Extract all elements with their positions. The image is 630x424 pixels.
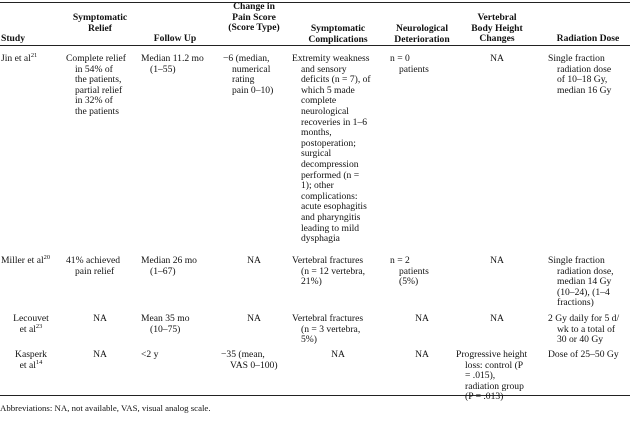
cell-dose: 2 Gy daily for 5 d/ wk to a total of 30 or 40 Gy [548, 313, 620, 346]
cell-follow-up: Median 11.2 mo (1–55) [141, 53, 204, 75]
table-top-rule [0, 2, 630, 3]
cell-pain-score: NA [247, 255, 261, 266]
cell-complications: Vertebral fractures (n = 3 vertebra, 5%) [292, 313, 364, 346]
header-pain-score: Change in Pain Score (Score Type) [228, 1, 280, 34]
header-study: Study [1, 33, 25, 44]
cell-study: Lecouvet et $al^{23}$ [13, 313, 49, 335]
cell-dose: Single fraction radiation dose of 10–18 Gy, median 16 Gy [548, 53, 612, 96]
header-follow-up: Follow Up [153, 33, 197, 44]
header-symptomatic-complications: Symptomatic Complications [308, 23, 368, 45]
cell-study: Miller et $al^{20}$ [1, 254, 51, 266]
cell-relief: NA [93, 313, 107, 324]
header-vertebral-body-height: Vertebral Body Height Changes [471, 12, 523, 45]
cell-pain-score: −35 (mean, VAS 0–100) [221, 349, 278, 371]
cell-study: Jin et $al^{21}$ [1, 52, 38, 64]
cell-vertebral: NA [490, 255, 504, 266]
cell-follow-up: <2 y [141, 349, 159, 360]
cell-neuro: n = 0 patients [390, 53, 429, 75]
cell-dose: Single fraction radiation dose, median 14 Gy (10–24), (1–4 fractions) [548, 255, 614, 309]
cell-dose: Dose of 25–50 Gy [548, 349, 619, 360]
cell-neuro: NA [415, 349, 429, 360]
header-neurological-deterioration: Neurological Deterioration [394, 23, 450, 45]
cell-vertebral: NA [490, 313, 504, 324]
cell-complications: Vertebral fractures (n = 12 vertebra, 21%) [292, 255, 366, 288]
header-symptomatic-relief: Symptomatic Relief [72, 12, 128, 34]
cell-vertebral: NA [490, 53, 504, 64]
cell-complications: Extremity weakness and sensory deficits (n = 7), of which 5 made complete neurological recoveries in 1–6 months, postoperation; surgical decompression performed (n = 1); other complications: acute esophagitis and pharyngitis leading to mild dysphagia [292, 53, 371, 245]
cell-relief: 41% achieved pain relief [66, 255, 121, 277]
table-footnote: Abbreviations: NA, not available, VAS, visual analog scale. [0, 403, 211, 413]
cell-relief: Complete relief in 54% of the patients, partial relief in 32% of the patients [66, 53, 126, 117]
cell-complications: NA [331, 349, 345, 360]
cell-pain-score: NA [247, 313, 261, 324]
cell-follow-up: Median 26 mo (1–67) [141, 255, 197, 277]
cell-neuro: n = 2 patients (5%) [390, 255, 429, 288]
table-bottom-rule [0, 395, 630, 396]
cell-relief: NA [93, 349, 107, 360]
cell-follow-up: Mean 35 mo (10–75) [141, 313, 190, 335]
header-radiation-dose: Radiation Dose [556, 33, 620, 44]
cell-study: Kasperk et $al^{14}$ [15, 349, 47, 371]
cell-pain-score: −6 (median, numerical rating pain 0–10) [223, 53, 274, 96]
cell-neuro: NA [415, 313, 429, 324]
cell-vertebral: Progressive height loss: control (P = .015), radiation group (P = .013) [456, 349, 528, 403]
